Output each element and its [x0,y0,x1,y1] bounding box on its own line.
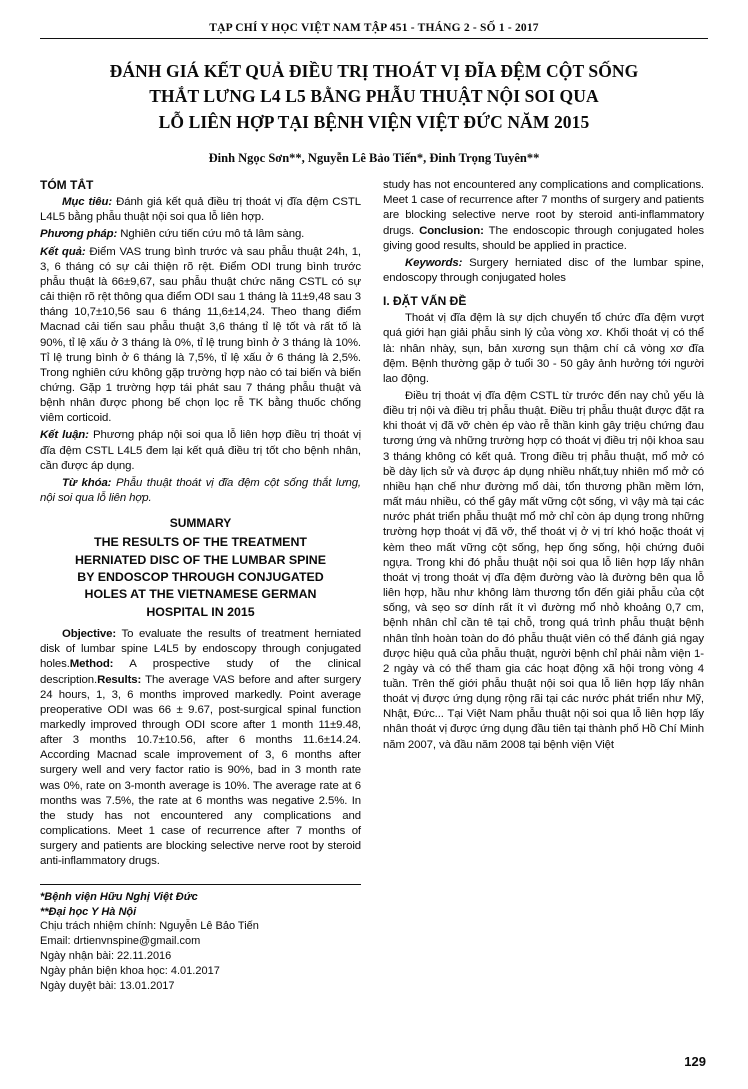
abstract-conclusion-text: Phương pháp nội soi qua lỗ liên hợp điều trị thoát vị đĩa đệm CSTL L4L5 đem lại kết quả điều trị tốt cho bệnh nhân, cần được áp dụng. [40,429,362,472]
footnote-accepted-date: Ngày duyệt bài: 13.01.2017 [40,980,175,993]
article-title-line-1: ĐÁNH GIÁ KẾT QUẢ ĐIỀU TRỊ THOÁT VỊ ĐĨA ĐỆM CỘT SỐNG [109,61,639,81]
running-head: TẠP CHÍ Y HỌC VIỆT NAM TẬP 451 - THÁNG 2 - SỐ 1 - 2017 [209,22,539,34]
english-title-line-3: BY ENDOSCOP THROUGH CONJUGATED [77,569,324,584]
abstract-keywords-label: Từ khóa: [62,476,112,489]
summary-keywords-label: Keywords: [405,256,463,269]
right-column [383,178,704,755]
abstract-keywords [40,476,361,506]
summary-conclusion-text: The endoscopic through conjugated holes giving good results, should be applied in practice. [383,224,704,252]
abstract-results-text: Điểm VAS trung bình trước và sau phẫu thuật 24h, 1, 3, 6 tháng có sự cải thiện rõ rệt. Điểm ODI trung bình trước phẫu thuật là 66±9,67, sau phẫu thuật chức năng CSTL có sự cải thiện rõ rệt thông qua điểm ODI sau 1 tháng là 11±9,48 sau 3 tháng 10,7±10,56 sau 6 tháng 11,6±14,24. Theo thang điểm Macnad cải tiến sau phẫu thuật 3,6 tháng tỉ lệ tốt và rất tố là 90%, tỉ lệ xấu ở 3 tháng là 0%, tỉ lệ trung bình ở 3 tháng là 10%. Tỉ lệ trung bình ở 6 tháng là 7,5%, tỉ lệ xấu ở 6 tháng là 2,5%. Trong nghiên cứu không gặp trường hợp nào có tai biến và biến chứng. Gặp 1 trường hợp tái phát sau 7 tháng phẫu thuật và bệnh nhân được phong bế chọn lọc rễ TK bằng thuốc chống viêm corticoid. [40,245,361,425]
summary-conclusion-label: Conclusion: [419,224,484,237]
left-column [40,178,361,994]
footnotes-block [40,884,361,995]
abstract-results [40,245,361,427]
summary-results-continued-text: study has not encountered any complications and complications. Meet 1 case of recurrence after 7 months of surgery and patients are blocking selective nerve root by steroid anti-inflammatory drugs. [383,179,704,237]
english-title-line-2: HERNIATED DISC OF THE LUMBAR SPINE [74,552,327,567]
intro-paragraph-2: Điều trị thoát vị đĩa đệm CSTL từ trước đến nay chủ yếu là điều trị nội và điều trị phẫu thuật. Điều trị phẫu thuật được đặt ra khi thoát vị đã vỡ chèn ép vào rễ thần kinh gây triệu chứng đau tương ứng và những trường hợp có thoát vị điều trị nội khoa sau 3 tháng không có kết quả. Trong điều trị phẫu thuật, mổ mở có bề dày lịch sử và được áp dụng nhiều nhất,tuy nhiên mổ mở có nhiều hạn chế như đường mổ dài, tổn thương phần mềm lớn, mất máu nhiều, có thể gây mất vững cột sống, vì vậy mà tại các nước phát triển phẫu thuật mổ mở chỉ còn áp dụng trong những trường hợp thoát vị đã vỡ, thể thoát vị ở vị trí khó hoặc thoát vị kèm theo mất vững cột sống, hẹp ống sống, hội chứng đuôi ngựa. Trong khi đó phẫu thuật nội soi qua lỗ liên hợp lấy nhân thoát vị trong thoát vị đĩa đệm đường vào là đường bên qua lỗ liên hợp, hầu như không làm thương tổn đến giải phẫu của cột sống, và sẹo sơ dính rất ít vì đường mổ nhỏ khoảng 0,7 cm, bệnh nhân chỉ cần tê tại chỗ, trong quá trình phẫu thuật bệnh nhân tỉnh hoàn toàn do đó phẫu thuật viên có thể đánh giá ngay được hiệu quả của phẫu thuật, người bệnh chỉ phải nằm viện 1-2 ngày và có thể tham gia các hoạt động xã hội trong vòng 4 tuần. Trên thế giới phẫu thuật nội soi qua lỗ liên hợp lấy nhân thoát vị được ứng dụng rộng rãi tại các nước phát triển như Mỹ, Nhật, Đức... Tại Việt Nam phẫu thuật nội soi qua lỗ liên hợp lấy nhân thoát vị được ứng dụng đầu tiên tại thành phố Hồ Chí Minh năm 2007, và đầu năm 2008 tại bệnh viện Việt [383,390,704,751]
summary-keywords [383,256,704,286]
article-title-line-2: THẮT LƯNG L4 L5 BẰNG PHẪU THUẬT NỘI SOI QUA [149,86,599,107]
footnote-affiliation-2: **Đại học Y Hà Nội [40,905,137,918]
footnote-affiliation-1: *Bệnh viện Hữu Nghị Việt Đức [40,890,198,903]
abstract-conclusion-label: Kết luận: [40,429,89,442]
article-authors: Đinh Ngọc Sơn**, Nguyễn Lê Bảo Tiến*, Đinh Trọng Tuyên** [208,151,540,166]
article-title [42,59,706,135]
section-heading-summary: SUMMARY [169,516,232,531]
abstract-conclusion [40,428,361,473]
english-title-line-5: HOSPITAL IN 2015 [146,604,255,619]
summary-objective-text: To evaluate the results of treatment herniated disk of lumbar spine L4L5 by endoscopy through conjugated holes. [40,628,361,671]
section-heading-introduction: I. ĐẶT VẤN ĐỀ [383,294,467,309]
header-rule [40,38,708,39]
abstract-method-label: Phương pháp: [40,228,118,241]
english-title-line-1: THE RESULTS OF THE TREATMENT [94,535,307,550]
summary-objective-label: Objective: [62,628,117,641]
summary-results-text: The average VAS before and after surgery 24 hours, 1, 3, 6 months improved markedly. Point average preoperative ODI was 66 ± 9.67, post-surgical spinal function markedly improved through ODI score after 1 month 11±9.48, after 3 months 10.7±10.56, after 6 months 11.6±14.24. According Macnad scale improvement of 3, 6 months after surgery well and very factor ratio is 90%, bad in 3 month rate was 0%, rate on 3-month average is 10%. The average rate at 6 months was 7.5%, the rate at 6 months was negative 2.5%. In the study has not encountered any complications and complications. Meet 1 case of recurrence after 7 months of surgery and patients are blocking selective nerve root by steroid anti-inflammatory drugs. [40,673,361,868]
abstract-keywords-text: Phẫu thuật thoát vị đĩa đệm cột sống thắt lưng, nội soi qua lỗ liên hợp. [40,476,361,505]
summary-keywords-text: Surgery herniated disc of the lumbar spine, endoscopy through conjugated holes [383,256,704,285]
abstract-objective [40,195,361,225]
abstract-method [40,227,361,242]
abstract-results-label: Kết quả: [40,245,86,258]
summary-method-label: Method: [69,658,114,671]
abstract-objective-label: Mục tiêu: [62,196,113,209]
article-title-line-3: LỖ LIÊN HỢP TẠI BỆNH VIỆN VIỆT ĐỨC NĂM 2015 [158,111,590,132]
english-title-line-4: HOLES AT THE VIETNAMESE GERMAN [84,587,317,602]
footnote-responsible: Chịu trách nhiệm chính: Nguyễn Lê Bảo Tiến [40,920,259,933]
footnote-review-date: Ngày phản biện khoa học: 4.01.2017 [40,965,220,978]
footnote-received-date: Ngày nhận bài: 22.11.2016 [40,950,172,963]
summary-results-label: Results: [97,673,142,686]
english-title [46,534,355,621]
page-number: 129 [684,1054,706,1069]
footnote-email[interactable]: Email: drtienvnspine@gmail.com [40,935,201,948]
intro-paragraph-1: Thoát vị đĩa đệm là sự dịch chuyển tổ chức đĩa đệm vượt quá giới hạn giải phẫu sinh lý của vòng xơ. Khối thoát vị có thể là: nhân nhày, sụn, bản xương sụn thậm chí cả vòng xơ đĩa đệm. Bệnh thường gặp ở tuổi 30 - 50 gây ảnh hưởng tới người lao động. [383,312,704,385]
abstract-objective-text: Đánh giá kết quả điều trị thoát vị đĩa đệm CSTL L4L5 bằng phẫu thuật nội soi qua lỗ liên hợp. [40,196,361,224]
summary-objective [40,627,361,870]
two-column-body [40,178,708,994]
summary-method-text: A prospective study of the clinical description. [40,658,361,686]
abstract-method-text: Nghiên cứu tiến cứu mô tả lâm sàng. [117,228,305,241]
section-heading-tomtat: TÓM TẮT [40,178,94,193]
summary-results-continued [383,178,704,254]
